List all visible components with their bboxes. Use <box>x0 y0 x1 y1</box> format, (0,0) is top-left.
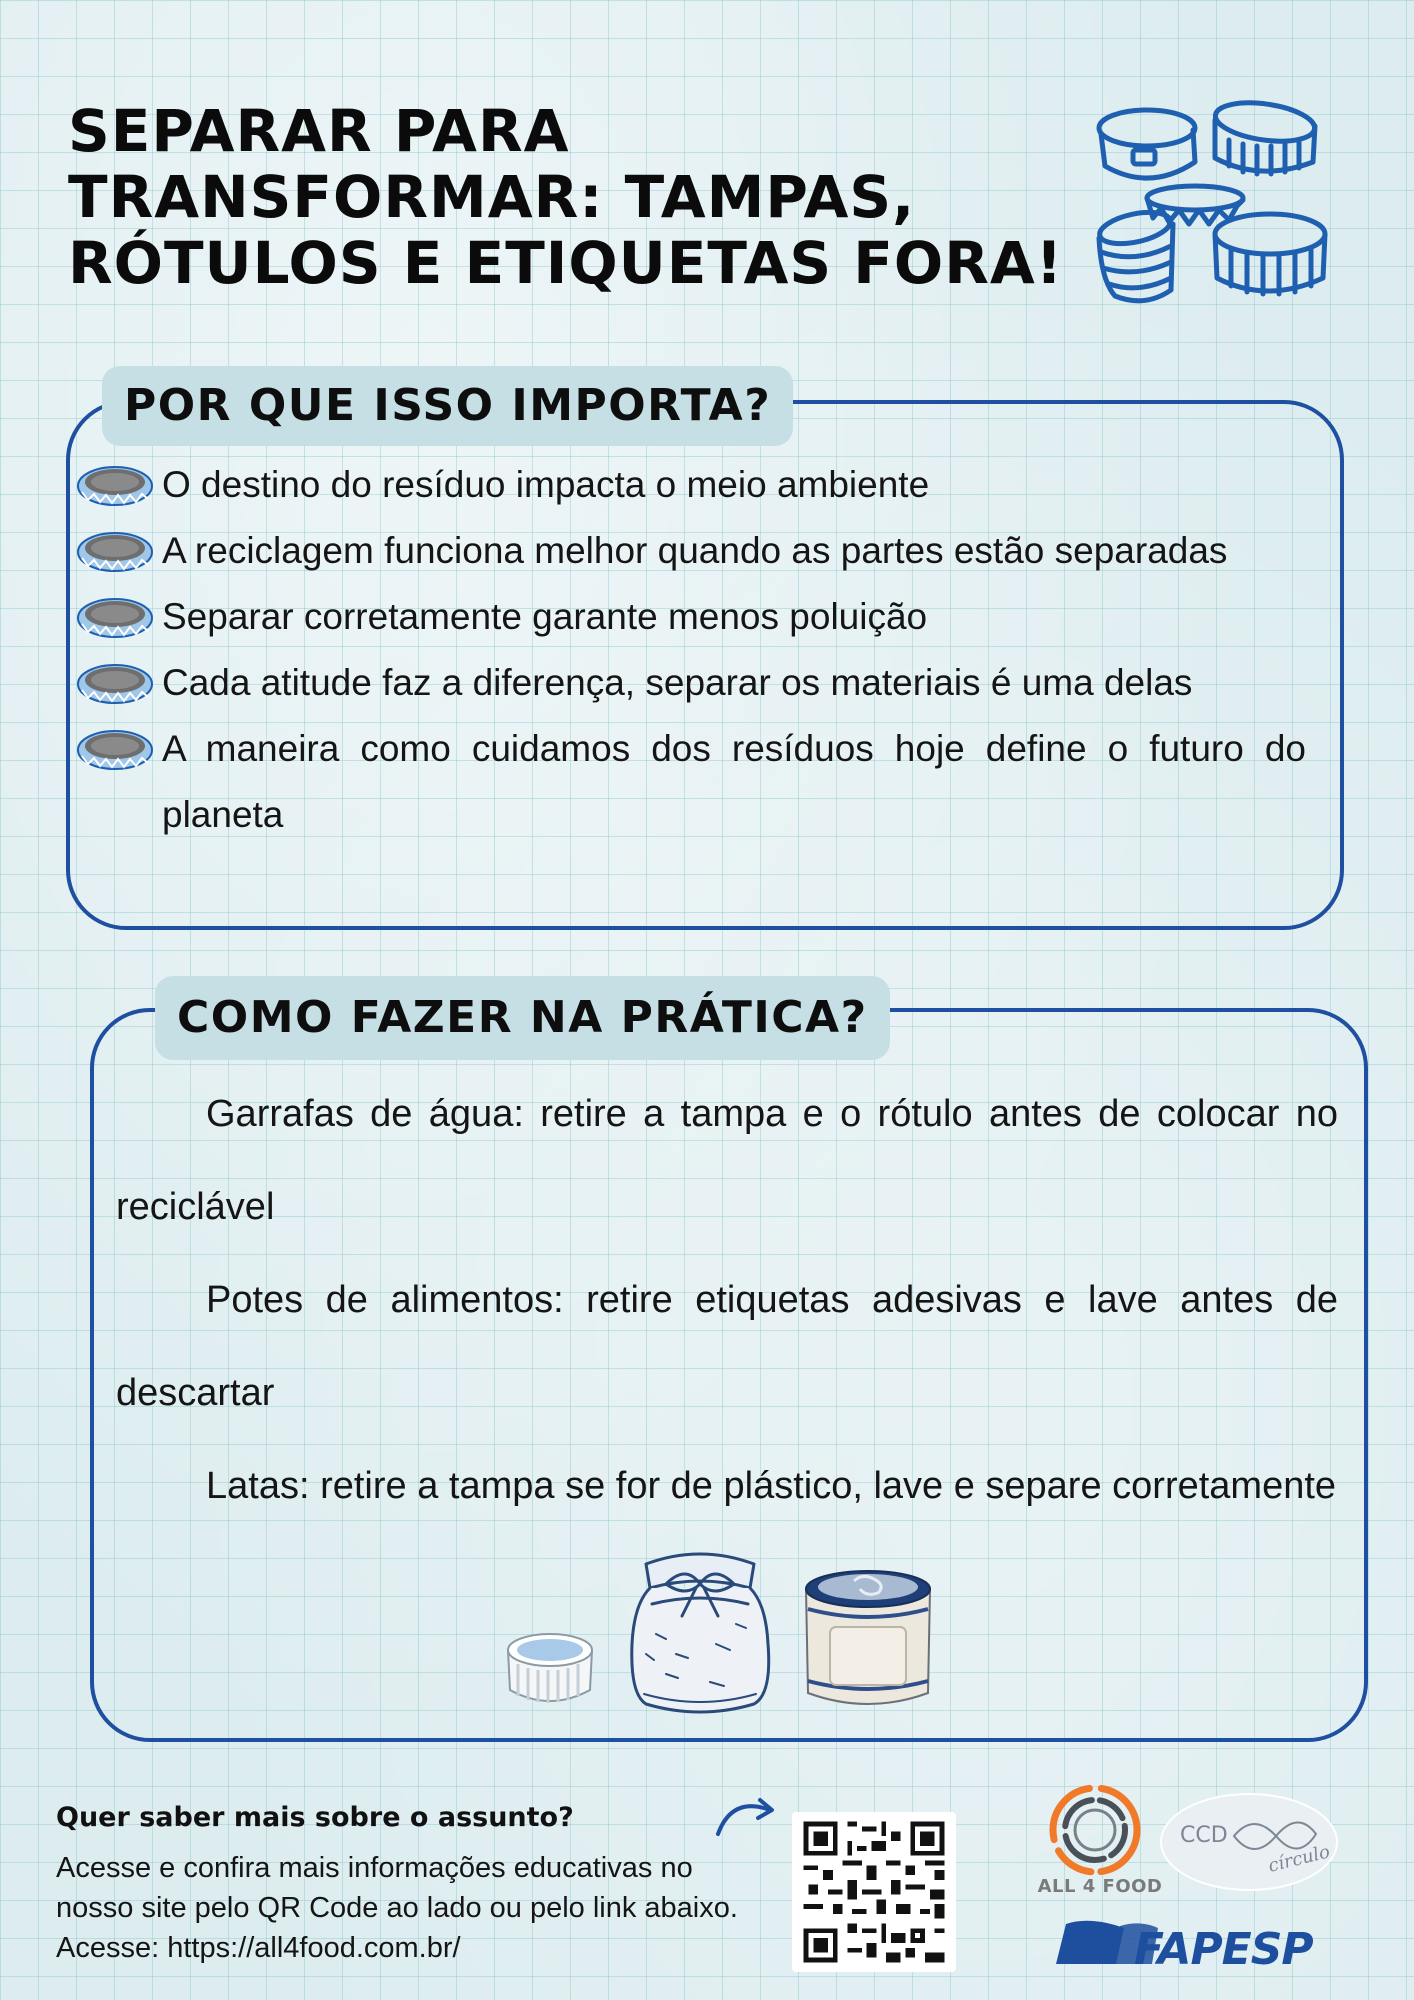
ccd-logo-script: círculo <box>1266 1841 1333 1877</box>
how-steps <box>116 1068 1338 1533</box>
title-line-1: SEPARAR PARA <box>68 97 570 165</box>
title-line-2: TRANSFORMAR: TAMPAS, <box>68 163 916 231</box>
all4food-logo-text: ALL 4 FOOD <box>1037 1876 1163 1897</box>
how-step-text: Potes de alimentos: retire etiquetas adesivas e lave antes de descartar <box>116 1279 1338 1414</box>
why-item-text: Separar corretamente garante menos poluição <box>162 596 928 637</box>
why-item-text: A maneira como cuidamos dos resíduos hoje define o futuro do planeta <box>162 728 1306 835</box>
why-item-text: O destino do resíduo impacta o meio ambiente <box>162 464 930 505</box>
bottle-caps-illustration <box>1095 100 1335 330</box>
why-list-item <box>76 650 1306 716</box>
why-list-item <box>76 452 1306 518</box>
why-list <box>76 452 1306 848</box>
footer-line: nosso site pelo QR Code ao lado ou pelo link abaixo. <box>56 1892 738 1924</box>
ccd-circulo-logo <box>1158 1790 1340 1894</box>
why-list-item <box>76 584 1306 650</box>
footer-info <box>56 1848 796 1968</box>
how-step-text: Latas: retire a tampa se for de plástico, lave e separe corretamente <box>206 1465 1337 1507</box>
curved-arrow-icon <box>712 1790 782 1840</box>
how-step-text: Garrafas de água: retire a tampa e o rótulo antes de colocar no reciclável <box>116 1093 1338 1228</box>
why-item-text: Cada atitude faz a diferença, separar os materiais é uma delas <box>162 662 1193 703</box>
footer-line: Acesse e confira mais informações educativas no <box>56 1852 693 1884</box>
how-section-heading: COMO FAZER NA PRÁTICA? <box>155 976 890 1060</box>
fapesp-logo <box>1050 1912 1330 1974</box>
bottle-cap-bullet-icon <box>76 464 154 508</box>
ccd-logo-text: CCD <box>1180 1823 1228 1848</box>
why-section-heading: POR QUE ISSO IMPORTA? <box>102 366 793 446</box>
footer-link[interactable]: Acesse: https://all4food.com.br/ <box>56 1932 461 1964</box>
bottle-cap-bullet-icon <box>76 662 154 706</box>
bottle-cap-bullet-icon <box>76 596 154 640</box>
glass-jar-icon <box>626 1544 774 1714</box>
why-item-text: A reciclagem funciona melhor quando as partes estão separadas <box>162 530 1228 571</box>
tin-can-icon <box>800 1565 936 1715</box>
why-list-item <box>76 518 1306 584</box>
title-line-3: RÓTULOS E ETIQUETAS FORA! <box>68 229 1064 297</box>
fapesp-logo-text: FAPESP <box>1134 1924 1313 1974</box>
footer-question: Quer saber mais sobre o assunto? <box>56 1802 574 1833</box>
page-title <box>68 98 1088 296</box>
why-list-item <box>76 716 1306 848</box>
bottle-cap-bullet-icon <box>76 530 154 574</box>
bottle-cap-bullet-icon <box>76 728 154 772</box>
plastic-cap-icon <box>504 1628 596 1710</box>
qr-code[interactable] <box>792 1812 956 1972</box>
